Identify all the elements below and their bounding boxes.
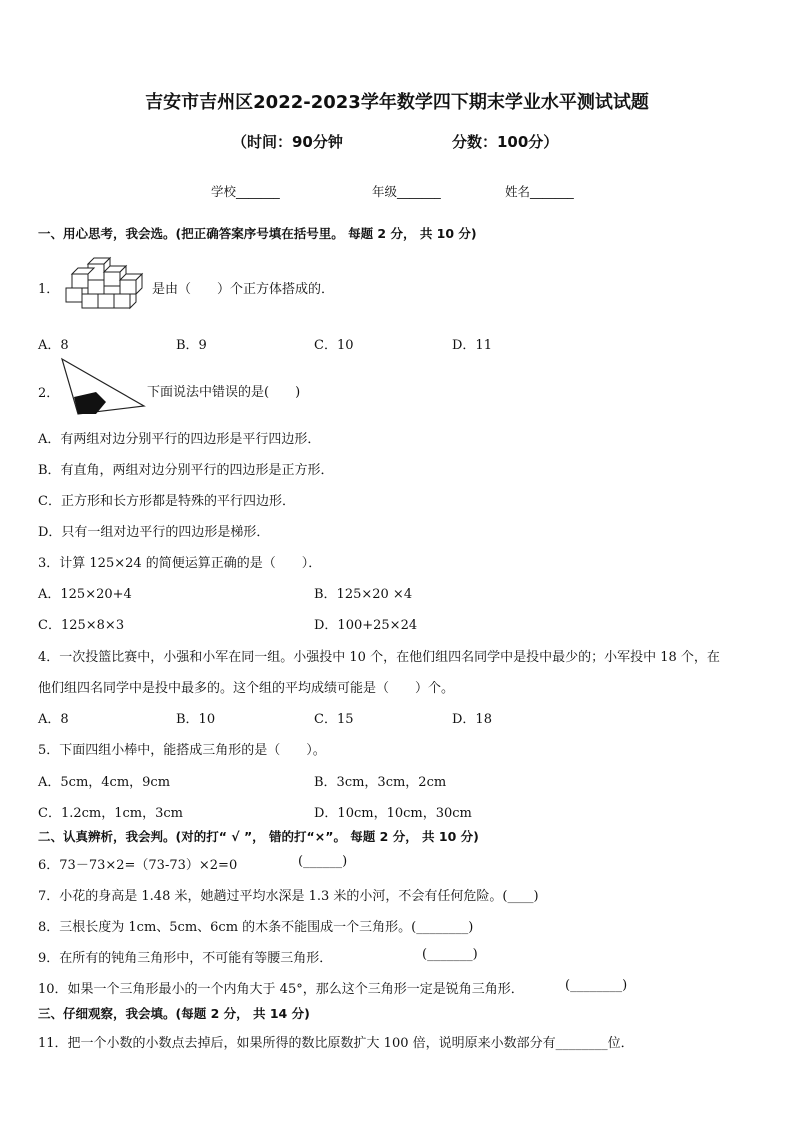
q1-number: 1． <box>38 282 60 297</box>
q5-option-c[interactable]: C．1.2cm，1cm，3cm <box>38 806 183 821</box>
time-limit: （时间：90分钟 <box>232 133 343 151</box>
q5-option-a[interactable]: A．5cm，4cm，9cm <box>38 775 171 790</box>
q1-text: 是由（ ）个正方体搭成的． <box>152 282 335 297</box>
q4-option-d[interactable]: D．18 <box>452 712 492 727</box>
q2-option-a[interactable]: A．有两组对边分别平行的四边形是平行四边形． <box>38 432 321 447</box>
q4-text-line1: 4．一次投篮比赛中，小强和小军在同一组。小强投中 10 个，在他们组四名同学中是投中最少的；小军投中 18 个，在 <box>38 650 720 665</box>
q4-option-a[interactable]: A．8 <box>38 712 69 727</box>
q3-text: 3．计算 125×24 的简便运算正确的是（ ）． <box>38 556 322 571</box>
q5-text: 5．下面四组小棒中，能搭成三角形的是（ ）。 <box>38 743 326 758</box>
q11-text: 11．把一个小数的小数点去掉后，如果所得的数比原数扩大 100 倍，说明原来小数部分有________位． <box>38 1036 634 1051</box>
q2-option-d[interactable]: D．只有一组对边平行的四边形是梯形． <box>38 525 270 540</box>
q1-option-a[interactable]: A．8 <box>38 338 69 353</box>
q3-option-c[interactable]: C．125×8×3 <box>38 618 125 633</box>
triangle-ruler-figure <box>58 356 148 418</box>
page-title: 吉安市吉州区2022-2023学年数学四下期末学业水平测试试题 <box>145 92 649 113</box>
section-1-heading: 一、用心思考，我会选。(把正确答案序号填在括号里。 每题 2 分， 共 10 分) <box>38 226 477 241</box>
section-3-heading: 三、仔细观察，我会填。(每题 2 分， 共 14 分) <box>38 1006 310 1021</box>
q5-option-d[interactable]: D．10cm，10cm，30cm <box>314 806 472 821</box>
cube-stack-figure <box>58 246 148 316</box>
q7-text: 7．小花的身高是 1.48 米，她趟过平均水深是 1.3 米的小河，不会有任何危险。(____) <box>38 889 539 904</box>
q3-option-a[interactable]: A．125×20+4 <box>38 587 132 602</box>
q5-option-b[interactable]: B．3cm，3cm，2cm <box>314 775 447 790</box>
total-score: 分数：100分） <box>452 133 559 151</box>
q4-option-c[interactable]: C．15 <box>314 712 354 727</box>
q1-option-d[interactable]: D．11 <box>452 338 492 353</box>
q2-text: 下面说法中错误的是( ) <box>147 385 301 400</box>
q6-answer-blank[interactable]: (______) <box>298 854 348 869</box>
section-2-heading: 二、认真辨析，我会判。(对的打“ √ ”， 错的打“×”。 每题 2 分， 共 10 分) <box>38 829 479 844</box>
q4-option-b[interactable]: B．10 <box>176 712 216 727</box>
school-field[interactable]: 学校_______ <box>211 184 280 199</box>
q10-answer-blank[interactable]: (________) <box>565 978 628 993</box>
q4-text-line2: 他们组四名同学中是投中最多的。这个组的平均成绩可能是（ ）个。 <box>38 681 455 696</box>
q2-option-c[interactable]: C．正方形和长方形都是特殊的平行四边形． <box>38 494 295 509</box>
q6-text: 6．73－73×2=（73-73）×2=0 <box>38 858 238 873</box>
grade-field[interactable]: 年级_______ <box>372 184 441 199</box>
q3-option-d[interactable]: D．100+25×24 <box>314 618 418 633</box>
name-field[interactable]: 姓名_______ <box>505 184 574 199</box>
q9-text: 9．在所有的钝角三角形中，不可能有等腰三角形． <box>38 951 333 966</box>
q8-text: 8．三根长度为 1cm、5cm、6cm 的木条不能围成一个三角形。(________) <box>38 920 474 935</box>
q1-option-b[interactable]: B．9 <box>176 338 207 353</box>
q10-text: 10．如果一个三角形最小的一个内角大于 45°，那么这个三角形一定是锐角三角形． <box>38 982 524 997</box>
q2-number: 2． <box>38 386 60 401</box>
q9-answer-blank[interactable]: (_______) <box>422 947 478 962</box>
q3-option-b[interactable]: B．125×20 ×4 <box>314 587 413 602</box>
q2-option-b[interactable]: B．有直角，两组对边分别平行的四边形是正方形． <box>38 463 334 478</box>
q1-option-c[interactable]: C．10 <box>314 338 354 353</box>
